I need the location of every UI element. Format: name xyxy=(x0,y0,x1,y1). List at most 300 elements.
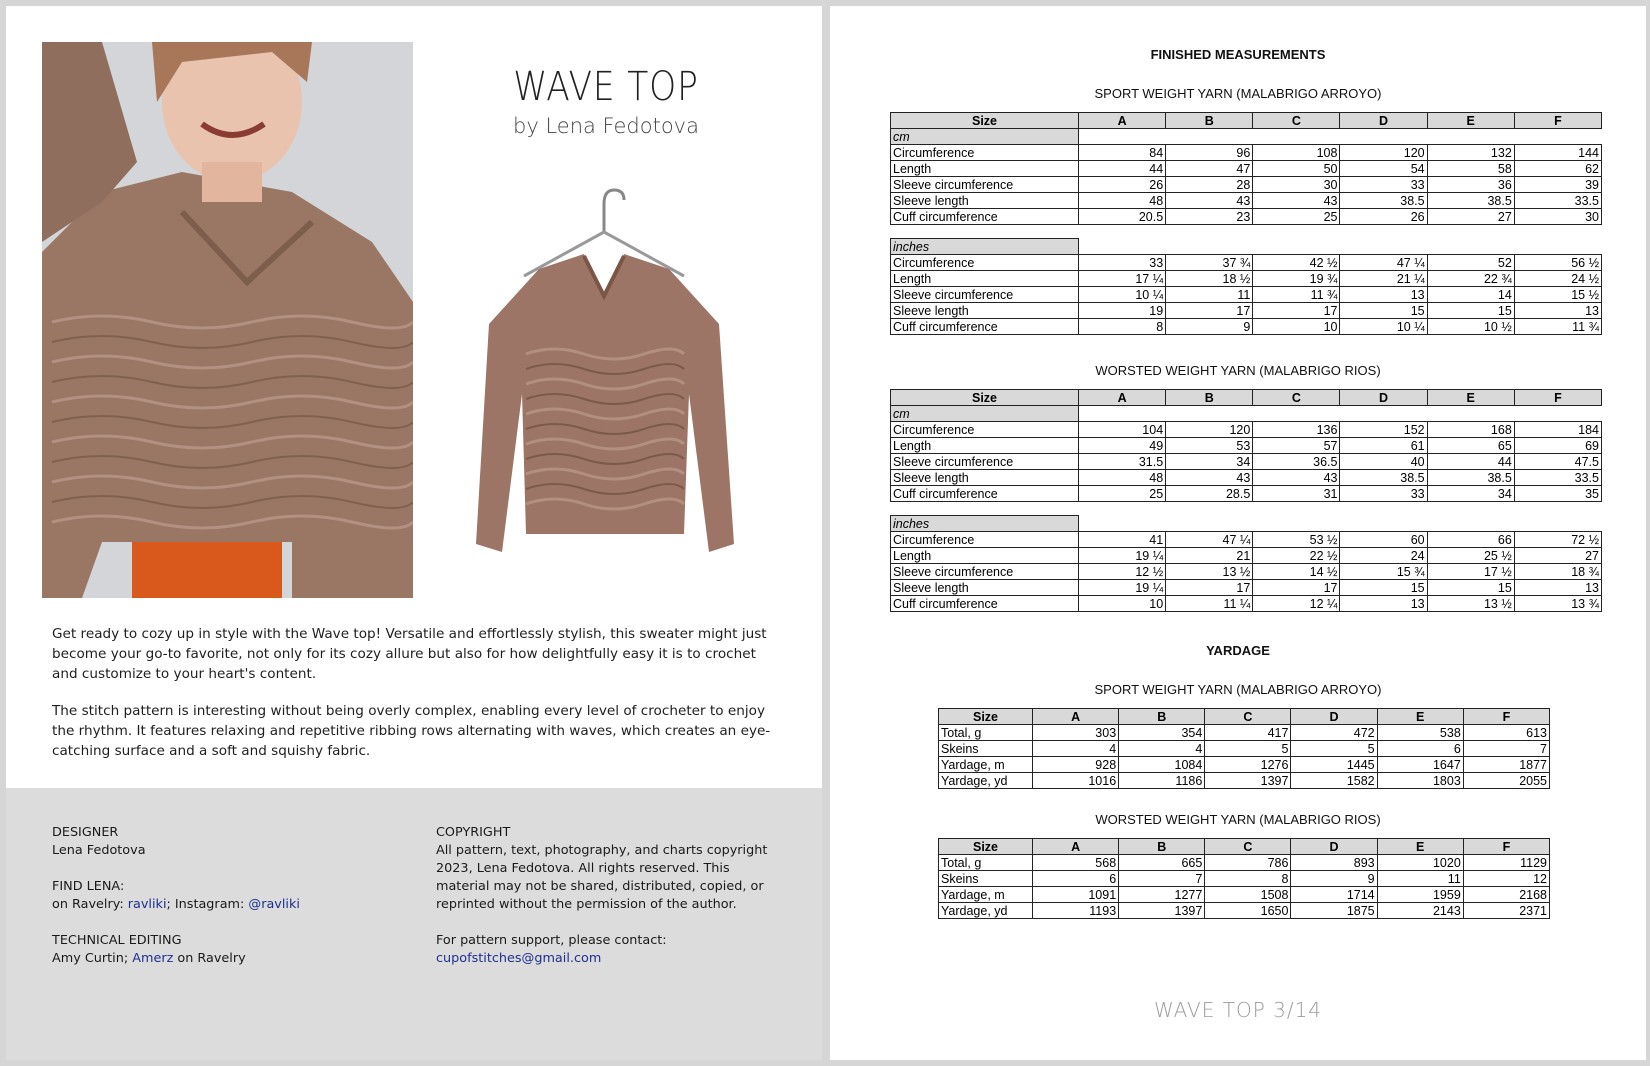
table-cell: 17 ½ xyxy=(1427,564,1514,580)
size-column-header: F xyxy=(1463,709,1549,725)
table-row xyxy=(891,438,1602,454)
size-column-header: F xyxy=(1463,839,1549,855)
size-column-header: F xyxy=(1514,390,1601,406)
table-cell: 9 xyxy=(1291,871,1377,887)
table-cell: 184 xyxy=(1514,422,1601,438)
table-cell: 47.5 xyxy=(1514,454,1601,470)
size-column-header: C xyxy=(1205,709,1291,725)
table-cell: 10 xyxy=(1079,596,1166,612)
row-label: Sleeve circumference xyxy=(891,287,1079,303)
row-label: Length xyxy=(891,161,1079,177)
ravelry-link[interactable]: ravliki xyxy=(127,897,167,912)
table-cell: 61 xyxy=(1340,438,1427,454)
find-mid: ; Instagram: xyxy=(166,897,249,912)
finished-measurements-heading: FINISHED MEASUREMENTS xyxy=(1150,47,1326,62)
table-cell: 44 xyxy=(1079,161,1166,177)
unit-label: cm xyxy=(891,129,1079,145)
table-row xyxy=(891,486,1602,502)
size-column-header: A xyxy=(1033,709,1119,725)
table-cell: 15 xyxy=(1427,580,1514,596)
table-cell: 48 xyxy=(1079,470,1166,486)
row-label: Sleeve length xyxy=(891,303,1079,319)
size-header-cell: Size xyxy=(891,113,1079,129)
table-row xyxy=(891,255,1602,271)
size-header-cell: Size xyxy=(939,709,1033,725)
table-cell: 31.5 xyxy=(1079,454,1166,470)
table-cell: 1650 xyxy=(1205,903,1291,919)
table-cell: 354 xyxy=(1119,725,1205,741)
table-cell: 19 ¼ xyxy=(1079,580,1166,596)
table-row xyxy=(891,303,1602,319)
table-row xyxy=(891,470,1602,486)
table-cell: 1091 xyxy=(1033,887,1119,903)
table-cell: 7 xyxy=(1119,871,1205,887)
sport-measurements-table xyxy=(890,112,1602,335)
table-cell: 1276 xyxy=(1205,757,1291,773)
table-cell: 10 ½ xyxy=(1427,319,1514,335)
table-cell: 24 ½ xyxy=(1514,271,1601,287)
row-label: Sleeve length xyxy=(891,580,1079,596)
table-cell: 10 ¼ xyxy=(1079,287,1166,303)
find-heading: FIND LENA: xyxy=(52,879,125,894)
row-label: Circumference xyxy=(891,422,1079,438)
table-row xyxy=(891,548,1602,564)
table-cell: 10 ¼ xyxy=(1340,319,1427,335)
size-header-row xyxy=(891,390,1602,406)
table-cell: 33 xyxy=(1340,486,1427,502)
table-cell: 84 xyxy=(1079,145,1166,161)
table-cell: 54 xyxy=(1340,161,1427,177)
table-cell: 96 xyxy=(1166,145,1253,161)
table-cell: 1959 xyxy=(1377,887,1463,903)
size-header-row xyxy=(891,113,1602,129)
table-cell: 2168 xyxy=(1463,887,1549,903)
table-cell: 928 xyxy=(1033,757,1119,773)
table-cell: 27 xyxy=(1514,548,1601,564)
table-cell: 12 ¼ xyxy=(1253,596,1340,612)
table-cell: 72 ½ xyxy=(1514,532,1601,548)
table-cell: 21 xyxy=(1166,548,1253,564)
table-cell: 13 xyxy=(1340,596,1427,612)
table-cell: 665 xyxy=(1119,855,1205,871)
table-row xyxy=(939,871,1550,887)
table-cell: 108 xyxy=(1253,145,1340,161)
sport-yardage-table xyxy=(938,708,1550,789)
table-cell: 28 xyxy=(1166,177,1253,193)
table-cell: 47 ¼ xyxy=(1166,532,1253,548)
table-cell: 11 ¼ xyxy=(1166,596,1253,612)
table-cell: 9 xyxy=(1166,319,1253,335)
table-cell: 1186 xyxy=(1119,773,1205,789)
table-cell: 33 xyxy=(1340,177,1427,193)
table-row xyxy=(891,422,1602,438)
table-cell: 136 xyxy=(1253,422,1340,438)
sport-weight-heading: SPORT WEIGHT YARN (MALABRIGO ARROYO) xyxy=(1094,86,1382,101)
size-column-header: C xyxy=(1253,390,1340,406)
credits-left-column xyxy=(52,824,412,968)
pattern-title: WAVE TOP xyxy=(513,64,699,110)
table-cell: 10 xyxy=(1253,319,1340,335)
table-cell: 39 xyxy=(1514,177,1601,193)
table-cell: 24 xyxy=(1340,548,1427,564)
pattern-intro xyxy=(52,624,772,778)
find-prefix: on Ravelry: xyxy=(52,897,128,912)
table-cell: 42 ½ xyxy=(1253,255,1340,271)
unit-row xyxy=(891,129,1602,145)
table-row xyxy=(891,271,1602,287)
size-column-header: B xyxy=(1166,113,1253,129)
size-column-header: D xyxy=(1340,390,1427,406)
support-text: For pattern support, please contact: xyxy=(436,933,667,948)
table-cell: 40 xyxy=(1340,454,1427,470)
table-cell: 4 xyxy=(1119,741,1205,757)
table-cell: 15 xyxy=(1340,580,1427,596)
table-cell: 12 xyxy=(1463,871,1549,887)
table-cell: 11 ¾ xyxy=(1253,287,1340,303)
table-cell: 168 xyxy=(1427,422,1514,438)
page-number: WAVE TOP 3/14 xyxy=(1153,998,1323,1022)
table-cell: 14 ½ xyxy=(1253,564,1340,580)
table-cell: 38.5 xyxy=(1340,470,1427,486)
table-cell: 53 xyxy=(1166,438,1253,454)
table-cell: 144 xyxy=(1514,145,1601,161)
table-cell: 4 xyxy=(1033,741,1119,757)
support-email-link[interactable]: cupofstitches@gmail.com xyxy=(436,951,602,966)
table-cell: 13 xyxy=(1514,580,1601,596)
row-label: Yardage, m xyxy=(939,757,1033,773)
table-cell: 25 xyxy=(1253,209,1340,225)
table-cell: 23 xyxy=(1166,209,1253,225)
table-cell: 104 xyxy=(1079,422,1166,438)
table-cell: 1084 xyxy=(1119,757,1205,773)
table-cell: 120 xyxy=(1340,145,1427,161)
row-label: Yardage, yd xyxy=(939,903,1033,919)
table-cell: 15 xyxy=(1340,303,1427,319)
table-cell: 18 ½ xyxy=(1166,271,1253,287)
size-column-header: F xyxy=(1514,113,1601,129)
table-cell: 13 ½ xyxy=(1427,596,1514,612)
worsted-weight-heading: WORSTED WEIGHT YARN (MALABRIGO RIOS) xyxy=(1095,363,1381,378)
size-column-header: D xyxy=(1291,709,1377,725)
table-row xyxy=(939,725,1550,741)
table-cell: 26 xyxy=(1079,177,1166,193)
table-cell: 17 xyxy=(1166,303,1253,319)
editing-suffix: on Ravelry xyxy=(173,951,246,966)
table-cell: 5 xyxy=(1291,741,1377,757)
table-cell: 34 xyxy=(1427,486,1514,502)
row-label: Cuff circumference xyxy=(891,596,1079,612)
table-cell: 1803 xyxy=(1377,773,1463,789)
table-row xyxy=(891,454,1602,470)
table-cell: 1129 xyxy=(1463,855,1549,871)
size-column-header: E xyxy=(1427,113,1514,129)
yardage-worsted-heading: WORSTED WEIGHT YARN (MALABRIGO RIOS) xyxy=(1095,812,1381,827)
table-row xyxy=(939,757,1550,773)
table-cell: 6 xyxy=(1033,871,1119,887)
pattern-byline: by Lena Fedotova xyxy=(513,114,699,138)
table-cell: 27 xyxy=(1427,209,1514,225)
table-row xyxy=(891,193,1602,209)
table-cell: 31 xyxy=(1253,486,1340,502)
table-cell: 47 ¼ xyxy=(1340,255,1427,271)
table-cell: 19 xyxy=(1079,303,1166,319)
table-cell: 1020 xyxy=(1377,855,1463,871)
unit-label: cm xyxy=(891,406,1079,422)
table-cell: 120 xyxy=(1166,422,1253,438)
table-row xyxy=(891,596,1602,612)
table-cell: 62 xyxy=(1514,161,1601,177)
table-cell: 417 xyxy=(1205,725,1291,741)
worsted-yardage-table xyxy=(938,838,1550,919)
table-cell: 60 xyxy=(1340,532,1427,548)
worsted-measurements-table xyxy=(890,389,1602,612)
row-label: Sleeve circumference xyxy=(891,454,1079,470)
row-label: Circumference xyxy=(891,255,1079,271)
table-cell: 58 xyxy=(1427,161,1514,177)
row-label: Skeins xyxy=(939,741,1033,757)
copyright-text: All pattern, text, photography, and charts copyright 2023, Lena Fedotova. All rights reserved. This material may not be shared, distributed, copied, or reprinted without the permission of the author. xyxy=(436,843,768,912)
table-cell: 2055 xyxy=(1463,773,1549,789)
table-cell: 44 xyxy=(1427,454,1514,470)
table-cell: 34 xyxy=(1166,454,1253,470)
table-cell: 1508 xyxy=(1205,887,1291,903)
table-row xyxy=(891,319,1602,335)
table-row xyxy=(891,564,1602,580)
size-column-header: E xyxy=(1427,390,1514,406)
table-cell: 1445 xyxy=(1291,757,1377,773)
yardage-heading: YARDAGE xyxy=(1206,643,1270,658)
table-cell: 303 xyxy=(1033,725,1119,741)
credits-right-column xyxy=(436,824,776,968)
table-cell: 19 ¼ xyxy=(1079,548,1166,564)
table-cell: 43 xyxy=(1253,470,1340,486)
table-cell: 43 xyxy=(1166,470,1253,486)
size-header-cell: Size xyxy=(939,839,1033,855)
table-row xyxy=(891,161,1602,177)
table-cell: 15 ½ xyxy=(1514,287,1601,303)
table-cell: 26 xyxy=(1340,209,1427,225)
size-column-header: A xyxy=(1079,113,1166,129)
size-column-header: E xyxy=(1377,839,1463,855)
table-cell: 893 xyxy=(1291,855,1377,871)
table-row xyxy=(891,532,1602,548)
table-cell: 15 ¾ xyxy=(1340,564,1427,580)
table-cell: 1582 xyxy=(1291,773,1377,789)
table-cell: 2371 xyxy=(1463,903,1549,919)
intro-paragraph: The stitch pattern is interesting without being overly complex, enabling every level of crocheter to enjoy the rhythm. It features relaxing and repetitive ribbing rows alternating with waves, which creates an eye-catching surface and a soft and squishy fabric. xyxy=(52,703,771,759)
table-cell: 14 xyxy=(1427,287,1514,303)
table-cell: 15 xyxy=(1427,303,1514,319)
sweater-hanger-photo xyxy=(444,184,764,596)
table-cell: 30 xyxy=(1514,209,1601,225)
row-label: Skeins xyxy=(939,871,1033,887)
row-label: Total, g xyxy=(939,725,1033,741)
row-label: Total, g xyxy=(939,855,1033,871)
row-label: Sleeve length xyxy=(891,193,1079,209)
table-cell: 1647 xyxy=(1377,757,1463,773)
table-cell: 48 xyxy=(1079,193,1166,209)
size-column-header: B xyxy=(1166,390,1253,406)
table-cell: 13 xyxy=(1514,303,1601,319)
table-cell: 568 xyxy=(1033,855,1119,871)
editing-heading: TECHNICAL EDITING xyxy=(52,933,182,948)
editor-ravelry-link[interactable]: Amerz xyxy=(132,951,174,966)
table-cell: 17 xyxy=(1253,303,1340,319)
pattern-page-right xyxy=(830,6,1646,1060)
instagram-link[interactable]: @ravliki xyxy=(248,897,300,912)
table-cell: 52 xyxy=(1427,255,1514,271)
row-label: Length xyxy=(891,271,1079,287)
table-cell: 5 xyxy=(1205,741,1291,757)
table-cell: 30 xyxy=(1253,177,1340,193)
copyright-heading: COPYRIGHT xyxy=(436,825,511,840)
table-cell: 28.5 xyxy=(1166,486,1253,502)
table-cell: 37 ¾ xyxy=(1166,255,1253,271)
unit-label: inches xyxy=(891,516,1079,532)
table-cell: 11 ¾ xyxy=(1514,319,1601,335)
table-cell: 22 ¾ xyxy=(1427,271,1514,287)
table-row xyxy=(939,855,1550,871)
designer-heading: DESIGNER xyxy=(52,825,119,840)
size-column-header: A xyxy=(1079,390,1166,406)
table-cell: 1877 xyxy=(1463,757,1549,773)
table-cell: 786 xyxy=(1205,855,1291,871)
table-cell: 6 xyxy=(1377,741,1463,757)
row-label: Circumference xyxy=(891,532,1079,548)
table-cell: 20.5 xyxy=(1079,209,1166,225)
size-column-header: A xyxy=(1033,839,1119,855)
designer-name: Lena Fedotova xyxy=(52,843,146,858)
table-cell: 132 xyxy=(1427,145,1514,161)
table-cell: 33 xyxy=(1079,255,1166,271)
row-label: Length xyxy=(891,548,1079,564)
row-label: Length xyxy=(891,438,1079,454)
row-label: Yardage, yd xyxy=(939,773,1033,789)
table-cell: 1016 xyxy=(1033,773,1119,789)
table-cell: 69 xyxy=(1514,438,1601,454)
table-row xyxy=(891,287,1602,303)
table-row xyxy=(939,887,1550,903)
table-row xyxy=(891,145,1602,161)
table-cell: 12 ½ xyxy=(1079,564,1166,580)
table-cell: 8 xyxy=(1079,319,1166,335)
table-cell: 36.5 xyxy=(1253,454,1340,470)
table-cell: 33.5 xyxy=(1514,470,1601,486)
unit-row xyxy=(891,516,1602,532)
table-cell: 152 xyxy=(1340,422,1427,438)
find-line xyxy=(52,896,412,914)
table-cell: 53 ½ xyxy=(1253,532,1340,548)
table-cell: 22 ½ xyxy=(1253,548,1340,564)
table-cell: 33.5 xyxy=(1514,193,1601,209)
size-column-header: C xyxy=(1253,113,1340,129)
table-cell: 1875 xyxy=(1291,903,1377,919)
table-cell: 17 ¼ xyxy=(1079,271,1166,287)
table-cell: 36 xyxy=(1427,177,1514,193)
row-label: Yardage, m xyxy=(939,887,1033,903)
size-column-header: E xyxy=(1377,709,1463,725)
size-header-cell: Size xyxy=(891,390,1079,406)
size-header-row xyxy=(939,709,1550,725)
table-cell: 1397 xyxy=(1119,903,1205,919)
row-label: Sleeve circumference xyxy=(891,564,1079,580)
table-cell: 41 xyxy=(1079,532,1166,548)
table-cell: 43 xyxy=(1166,193,1253,209)
unit-row xyxy=(891,239,1602,255)
yardage-sport-heading: SPORT WEIGHT YARN (MALABRIGO ARROYO) xyxy=(1094,682,1382,697)
table-cell: 17 xyxy=(1253,580,1340,596)
size-column-header: D xyxy=(1340,113,1427,129)
intro-paragraph: Get ready to cozy up in style with the Wave top! Versatile and effortlessly stylish, this sweater might just become your go-to favorite, not only for its cozy allure but also for how delightfully easy it is to crochet and customize to your heart's content. xyxy=(52,626,767,682)
table-cell: 25 xyxy=(1079,486,1166,502)
table-cell: 13 ¾ xyxy=(1514,596,1601,612)
table-cell: 21 ¼ xyxy=(1340,271,1427,287)
table-row xyxy=(939,773,1550,789)
pattern-page-left xyxy=(6,6,822,1060)
table-cell: 472 xyxy=(1291,725,1377,741)
table-cell: 11 xyxy=(1166,287,1253,303)
table-cell: 38.5 xyxy=(1427,193,1514,209)
table-cell: 25 ½ xyxy=(1427,548,1514,564)
size-header-row xyxy=(939,839,1550,855)
table-cell: 613 xyxy=(1463,725,1549,741)
size-column-header: C xyxy=(1205,839,1291,855)
unit-row xyxy=(891,406,1602,422)
row-label: Cuff circumference xyxy=(891,319,1079,335)
table-cell: 57 xyxy=(1253,438,1340,454)
table-cell: 1714 xyxy=(1291,887,1377,903)
table-cell: 50 xyxy=(1253,161,1340,177)
table-cell: 56 ½ xyxy=(1514,255,1601,271)
table-row xyxy=(939,903,1550,919)
size-column-header: D xyxy=(1291,839,1377,855)
table-row xyxy=(891,580,1602,596)
size-column-header: B xyxy=(1119,839,1205,855)
editing-line xyxy=(52,950,412,968)
table-cell: 66 xyxy=(1427,532,1514,548)
row-label: Sleeve circumference xyxy=(891,177,1079,193)
model-photo xyxy=(42,42,413,598)
row-label: Sleeve length xyxy=(891,470,1079,486)
table-cell: 18 ¾ xyxy=(1514,564,1601,580)
table-cell: 8 xyxy=(1205,871,1291,887)
table-cell: 7 xyxy=(1463,741,1549,757)
table-row xyxy=(939,741,1550,757)
table-cell: 13 xyxy=(1340,287,1427,303)
table-cell: 13 ½ xyxy=(1166,564,1253,580)
table-row xyxy=(891,209,1602,225)
editor-name: Amy Curtin; xyxy=(52,951,133,966)
row-label: Circumference xyxy=(891,145,1079,161)
table-cell: 2143 xyxy=(1377,903,1463,919)
table-cell: 1277 xyxy=(1119,887,1205,903)
table-cell: 65 xyxy=(1427,438,1514,454)
table-cell: 43 xyxy=(1253,193,1340,209)
table-cell: 1397 xyxy=(1205,773,1291,789)
table-cell: 11 xyxy=(1377,871,1463,887)
row-label: Cuff circumference xyxy=(891,209,1079,225)
table-cell: 38.5 xyxy=(1340,193,1427,209)
table-cell: 47 xyxy=(1166,161,1253,177)
table-cell: 17 xyxy=(1166,580,1253,596)
table-cell: 1193 xyxy=(1033,903,1119,919)
table-cell: 19 ¾ xyxy=(1253,271,1340,287)
table-cell: 49 xyxy=(1079,438,1166,454)
size-column-header: B xyxy=(1119,709,1205,725)
table-cell: 35 xyxy=(1514,486,1601,502)
table-cell: 38.5 xyxy=(1427,470,1514,486)
title-block xyxy=(436,64,776,138)
